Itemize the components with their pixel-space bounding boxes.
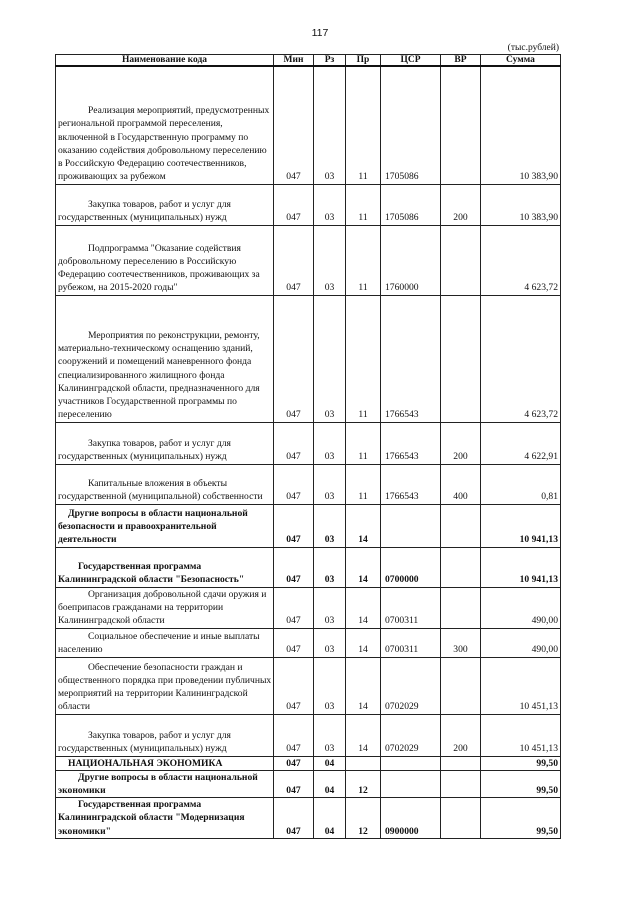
table-row bbox=[56, 66, 561, 184]
row-sum: 4 623,72 bbox=[481, 295, 561, 422]
table-row bbox=[56, 504, 561, 547]
row-name: НАЦИОНАЛЬНАЯ ЭКОНОМИКА bbox=[56, 756, 274, 770]
table-row bbox=[56, 587, 561, 628]
row-rz: 04 bbox=[314, 770, 346, 797]
row-name: Другие вопросы в области национальной экономики bbox=[56, 770, 274, 797]
header-vr: ВР bbox=[441, 55, 481, 67]
row-vr bbox=[441, 504, 481, 547]
row-rz: 04 bbox=[314, 756, 346, 770]
row-pr: 14 bbox=[346, 547, 381, 587]
row-sum: 99,50 bbox=[481, 770, 561, 797]
row-vr bbox=[441, 798, 481, 839]
row-rz: 03 bbox=[314, 628, 346, 657]
budget-table bbox=[55, 54, 561, 839]
row-min: 047 bbox=[274, 295, 314, 422]
row-csr: 1760000 bbox=[381, 225, 441, 295]
row-pr: 12 bbox=[346, 770, 381, 797]
row-sum: 490,00 bbox=[481, 628, 561, 657]
row-min: 047 bbox=[274, 587, 314, 628]
row-vr bbox=[441, 770, 481, 797]
row-rz: 03 bbox=[314, 657, 346, 714]
row-csr: 1766543 bbox=[381, 464, 441, 504]
row-name: Государственная программа Калининградской области "Безопасность" bbox=[56, 547, 274, 587]
row-csr: 0702029 bbox=[381, 714, 441, 756]
row-vr bbox=[441, 225, 481, 295]
row-vr: 400 bbox=[441, 464, 481, 504]
row-sum: 490,00 bbox=[481, 587, 561, 628]
row-rz: 03 bbox=[314, 66, 346, 184]
row-sum: 0,81 bbox=[481, 464, 561, 504]
row-min: 047 bbox=[274, 184, 314, 225]
row-csr: 1705086 bbox=[381, 184, 441, 225]
units-label: (тыс.рублей) bbox=[507, 43, 559, 53]
table-row bbox=[56, 798, 561, 839]
table-row bbox=[56, 770, 561, 797]
row-pr: 11 bbox=[346, 225, 381, 295]
row-csr: 1766543 bbox=[381, 422, 441, 464]
table-row bbox=[56, 714, 561, 756]
row-name: Мероприятия по реконструкции, ремонту, материально-техническому оснащению зданий, сооружений и помещений маневренного фонда специализированного жилищного фонда Калининградской области, предназначенного для участников Государственной программы по переселению bbox=[56, 295, 274, 422]
header-csr: ЦСР bbox=[381, 55, 441, 67]
row-csr: 0700311 bbox=[381, 587, 441, 628]
row-csr: 1705086 bbox=[381, 66, 441, 184]
row-vr bbox=[441, 66, 481, 184]
header-pr: Пр bbox=[346, 55, 381, 67]
row-name: Закупка товаров, работ и услуг для государственных (муниципальных) нужд bbox=[56, 422, 274, 464]
row-name: Реализация мероприятий, предусмотренных региональной программой переселения, включенной в Государственную программу по оказанию содействия добровольному переселению в Российскую Федерацию соотечественников, проживающих за рубежом bbox=[56, 66, 274, 184]
header-name: Наименование кода bbox=[56, 55, 274, 67]
row-sum: 10 941,13 bbox=[481, 547, 561, 587]
row-min: 047 bbox=[274, 756, 314, 770]
row-name: Закупка товаров, работ и услуг для государственных (муниципальных) нужд bbox=[56, 714, 274, 756]
table-row bbox=[56, 547, 561, 587]
table-row bbox=[56, 628, 561, 657]
row-pr: 11 bbox=[346, 184, 381, 225]
row-rz: 03 bbox=[314, 184, 346, 225]
table-row bbox=[56, 756, 561, 770]
table-row bbox=[56, 657, 561, 714]
row-min: 047 bbox=[274, 657, 314, 714]
row-vr: 200 bbox=[441, 184, 481, 225]
row-min: 047 bbox=[274, 547, 314, 587]
row-pr: 14 bbox=[346, 587, 381, 628]
row-sum: 10 383,90 bbox=[481, 66, 561, 184]
row-rz: 03 bbox=[314, 225, 346, 295]
row-name: Обеспечение безопасности граждан и общественного порядка при проведении публичных мероприятий на территории Калининградской области bbox=[56, 657, 274, 714]
row-rz: 03 bbox=[314, 295, 346, 422]
table-row bbox=[56, 295, 561, 422]
table-row bbox=[56, 422, 561, 464]
row-min: 047 bbox=[274, 504, 314, 547]
table-header-row bbox=[56, 55, 561, 67]
row-name: Другие вопросы в области национальной безопасности и правоохранительной деятельности bbox=[56, 504, 274, 547]
row-pr: 14 bbox=[346, 657, 381, 714]
row-sum: 99,50 bbox=[481, 756, 561, 770]
row-csr bbox=[381, 756, 441, 770]
row-pr: 14 bbox=[346, 714, 381, 756]
row-min: 047 bbox=[274, 66, 314, 184]
header-sum: Сумма bbox=[481, 55, 561, 67]
row-vr bbox=[441, 657, 481, 714]
row-csr: 0700311 bbox=[381, 628, 441, 657]
row-name: Социальное обеспечение и иные выплаты населению bbox=[56, 628, 274, 657]
row-vr: 300 bbox=[441, 628, 481, 657]
row-sum: 10 451,13 bbox=[481, 714, 561, 756]
table-row bbox=[56, 184, 561, 225]
page-number: 117 bbox=[311, 27, 329, 39]
row-rz: 03 bbox=[314, 422, 346, 464]
row-pr: 12 bbox=[346, 798, 381, 839]
row-vr bbox=[441, 547, 481, 587]
row-csr: 0700000 bbox=[381, 547, 441, 587]
row-rz: 03 bbox=[314, 547, 346, 587]
row-pr: 14 bbox=[346, 504, 381, 547]
header-rz: Рз bbox=[314, 55, 346, 67]
row-pr: 11 bbox=[346, 66, 381, 184]
row-vr bbox=[441, 295, 481, 422]
row-min: 047 bbox=[274, 770, 314, 797]
row-pr: 14 bbox=[346, 628, 381, 657]
row-vr: 200 bbox=[441, 714, 481, 756]
row-min: 047 bbox=[274, 714, 314, 756]
row-csr bbox=[381, 504, 441, 547]
row-rz: 04 bbox=[314, 798, 346, 839]
row-pr: 11 bbox=[346, 422, 381, 464]
row-min: 047 bbox=[274, 225, 314, 295]
table-row bbox=[56, 464, 561, 504]
row-min: 047 bbox=[274, 628, 314, 657]
row-name: Подпрограмма "Оказание содействия добровольному переселению в Российскую Федерацию соотечественников, проживающих за рубежом, на 2015-2020 годы" bbox=[56, 225, 274, 295]
row-min: 047 bbox=[274, 422, 314, 464]
row-sum: 10 941,13 bbox=[481, 504, 561, 547]
row-name: Государственная программа Калининградской области "Модернизация экономики" bbox=[56, 798, 274, 839]
row-name: Капитальные вложения в объекты государственной (муниципальной) собственности bbox=[56, 464, 274, 504]
row-name: Закупка товаров, работ и услуг для государственных (муниципальных) нужд bbox=[56, 184, 274, 225]
row-csr bbox=[381, 770, 441, 797]
row-rz: 03 bbox=[314, 464, 346, 504]
row-sum: 4 623,72 bbox=[481, 225, 561, 295]
row-sum: 10 383,90 bbox=[481, 184, 561, 225]
row-min: 047 bbox=[274, 464, 314, 504]
row-vr bbox=[441, 587, 481, 628]
row-sum: 4 622,91 bbox=[481, 422, 561, 464]
header-min: Мин bbox=[274, 55, 314, 67]
row-rz: 03 bbox=[314, 504, 346, 547]
row-rz: 03 bbox=[314, 587, 346, 628]
row-pr: 11 bbox=[346, 295, 381, 422]
table-row bbox=[56, 225, 561, 295]
row-vr: 200 bbox=[441, 422, 481, 464]
row-pr: 11 bbox=[346, 464, 381, 504]
row-csr: 0702029 bbox=[381, 657, 441, 714]
row-vr bbox=[441, 756, 481, 770]
row-csr: 1766543 bbox=[381, 295, 441, 422]
row-sum: 10 451,13 bbox=[481, 657, 561, 714]
row-pr bbox=[346, 756, 381, 770]
row-name: Организация добровольной сдачи оружия и боеприпасов гражданами на территории Калининградской области bbox=[56, 587, 274, 628]
row-sum: 99,50 bbox=[481, 798, 561, 839]
row-min: 047 bbox=[274, 798, 314, 839]
row-rz: 03 bbox=[314, 714, 346, 756]
row-csr: 0900000 bbox=[381, 798, 441, 839]
